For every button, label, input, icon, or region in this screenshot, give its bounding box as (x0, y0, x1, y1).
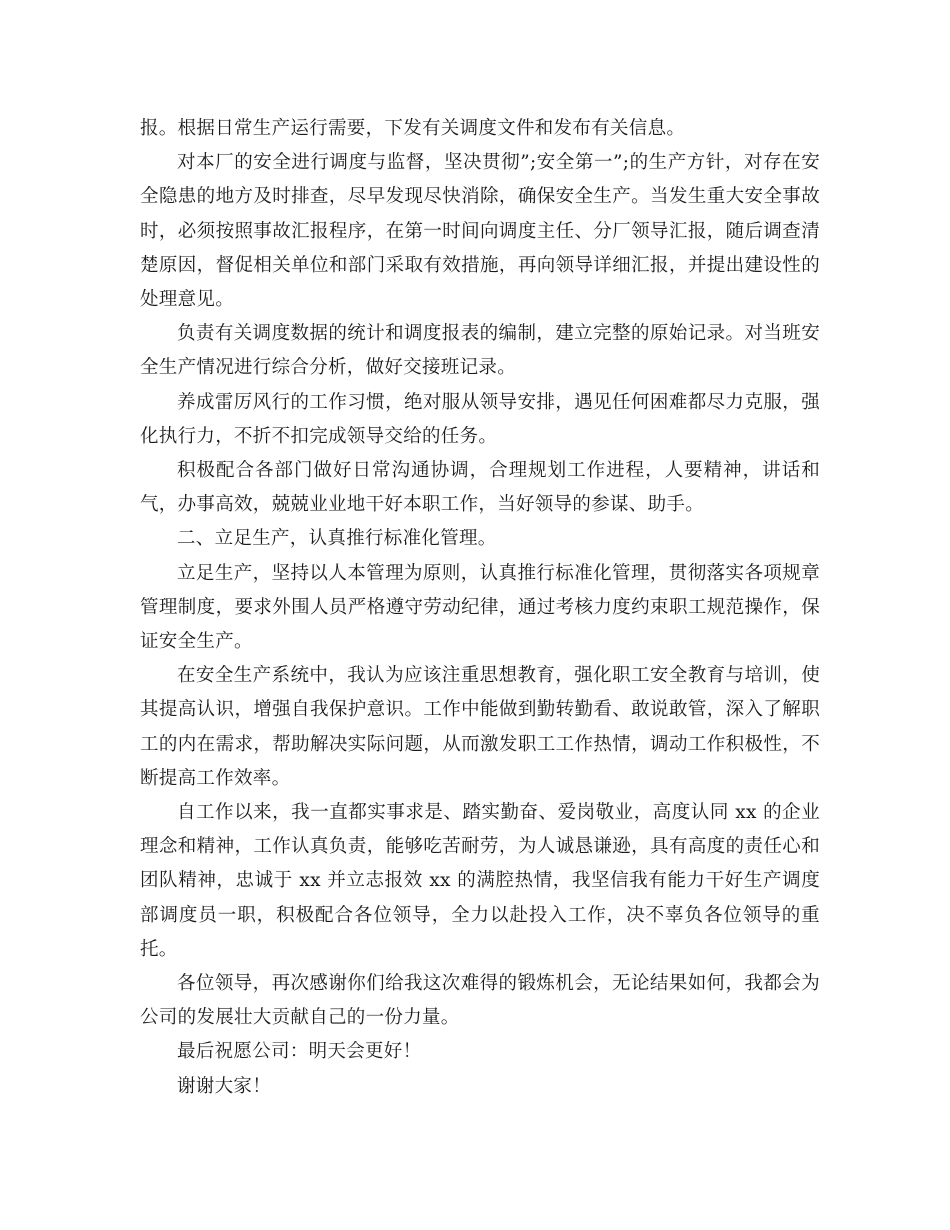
paragraph: 报。根据日常生产运行需要，下发有关调度文件和发布有关信息。 (140, 118, 686, 139)
paragraph: 对本厂的安全进行调度与监督，坚决贯彻”;安全第一”;的生产方针，对存在安全隐患的地方及时排查，尽早发现尽快消除，确保安全生产。当发生重大安全事故时，必须按照事故汇报程序，在第一时间向调度主任、分厂领导汇报，随后调查清楚原因，督促相关单位和部门采取有效措施，再向领导详细汇报，并提出建设性的处理意见。 (140, 152, 820, 311)
paragraph: 在安全生产系统中，我认为应该注重思想教育，强化职工安全教育与培训，使其提高认识，增强自我保护意识。工作中能做到勤转勤看、敢说敢管，深入了解职工的内在需求，帮助解决实际问题，从而激发职工工作热情，调动工作积极性，不断提高工作效率。 (140, 665, 820, 789)
paragraph: 各位领导，再次感谢你们给我这次难得的锻炼机会，无论结果如何，我都会为公司的发展壮大贡献自己的一份力量。 (140, 973, 820, 1029)
section-heading: 二、立足生产，认真推行标准化管理。 (177, 528, 497, 550)
closing-thanks: 谢谢大家！ (177, 1075, 272, 1097)
paragraph: 负责有关调度数据的统计和调度报表的编制，建立完整的原始记录。对当班安全生产情况进行综合分析，做好交接班记录。 (140, 323, 820, 379)
paragraph: 积极配合各部门做好日常沟通协调，合理规划工作进程，人要精神，讲话和气，办事高效，兢兢业业地干好本职工作，当好领导的参谋、助手。 (140, 460, 820, 516)
paragraph: 养成雷厉风行的工作习惯，绝对服从领导安排，遇见任何困难都尽力克服，强化执行力，不折不扣完成领导交给的任务。 (140, 391, 820, 447)
document-body (140, 112, 820, 1104)
closing-wish: 最后祝愿公司：明天会更好！ (177, 1041, 422, 1063)
paragraph: 自工作以来，我一直都实事求是、踏实勤奋、爱岗敬业，高度认同 xx 的企业理念和精神，工作认真负责，能够吃苦耐劳，为人诚恳谦逊，具有高度的责任心和团队精神，忠诚于 xx 并立志报效 xx 的满腔热情，我坚信我有能力干好生产调度部调度员一职，积极配合各位领导，全力以赴投入工作，决不辜负各位领导的重托。 (140, 802, 820, 960)
paragraph: 立足生产，坚持以人本管理为原则，认真推行标准化管理，贯彻落实各项规章管理制度，要求外围人员严格遵守劳动纪律，通过考核力度约束职工规范操作，保证安全生产。 (140, 562, 820, 653)
